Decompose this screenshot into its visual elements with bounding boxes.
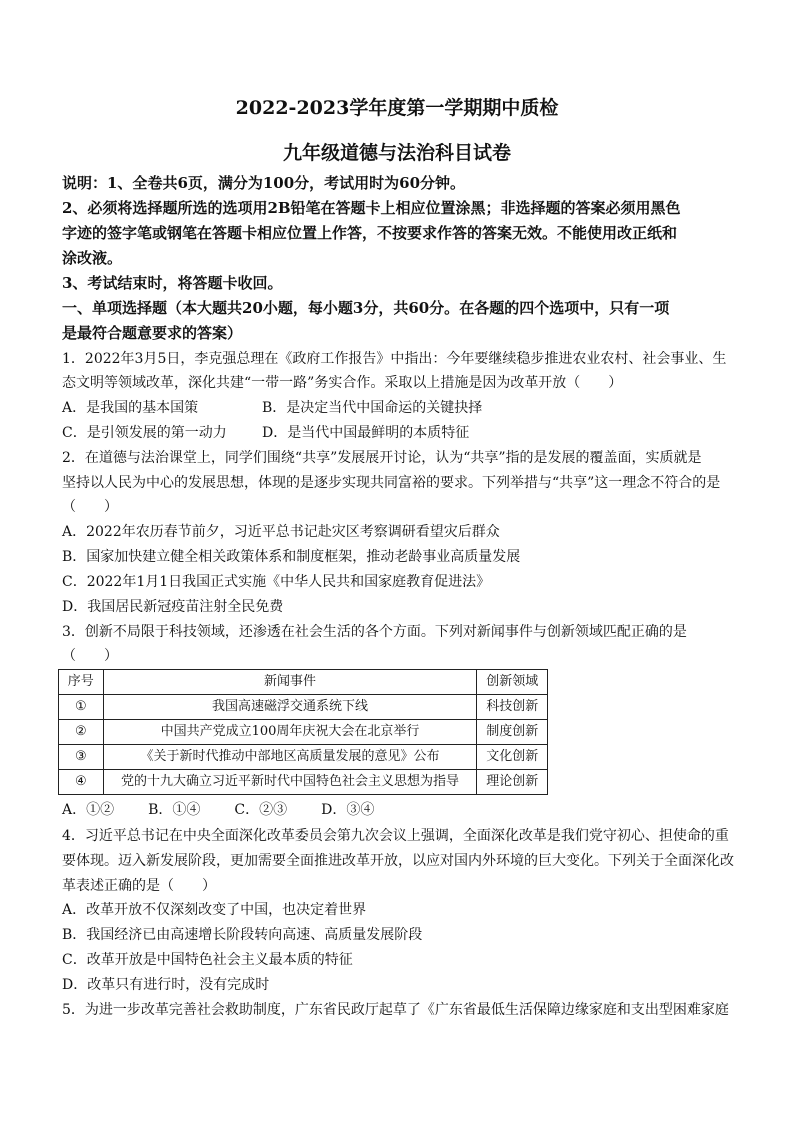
option-b: B．我国经济已由高速增长阶段转向高速、高质量发展阶段 [62,927,423,943]
table-header-row [59,670,548,695]
option-a: A．改革开放不仅深刻改变了中国，也决定着世界 [62,902,367,918]
instruction-line: 字迹的签字笔或钢笔在答题卡相应位置上作答，不按要求作答的答案无效。不能使用改正纸和 [62,224,678,242]
question-1-stem: 态文明等领域改革，深化共建“一带一路”务实合作。采取以上措施是因为改革开放（ ） [62,375,623,391]
question-1-stem: 1．2022年3月5日，李克强总理在《政府工作报告》中指出：今年要继续稳步推进农业农村、社会事业、生 [62,351,727,367]
option-c: C．2022年1月1日我国正式实施《中华人民共和国家庭教育促进法》 [62,574,491,590]
table-cell: 文化创新 [477,745,548,770]
option-d: D．改革只有进行时，没有完成时 [62,977,270,993]
question-3-stem: 3．创新不局限于科技领域，还渗透在社会生活的各个方面。下列对新闻事件与创新领域匹配正确的是 [62,624,687,640]
table-cell: 制度创新 [477,720,548,745]
option-c: C．是引领发展的第一动力 [62,425,227,441]
table-cell: ② [59,720,104,745]
section-heading: 是最符合题意要求的答案） [62,324,243,342]
table-cell: 《关于新时代推动中部地区高质量发展的意见》公布 [103,745,477,770]
instruction-line: 说明：1、全卷共6页，满分为100分，考试用时为60分钟。 [62,174,466,192]
option-d: D．是当代中国最鲜明的本质特征 [262,425,470,441]
exam-subtitle: 九年级道德与法治科目试卷 [282,142,511,164]
question-3-stem: （ ） [62,648,118,664]
question-3-options-row [62,800,742,820]
option-a: A．是我国的基本国策 [62,400,199,416]
option-d: D．③④ [321,802,375,818]
question-1-options-row [62,398,742,418]
question-4-stem: 要体现。迈入新发展阶段，更加需要全面推进改革开放，以应对国内外环境的巨大变化。下列关于全面深化改 [62,853,734,869]
option-a: A．2022年农历春节前夕，习近平总书记赴灾区考察调研看望灾后群众 [62,524,500,540]
table-row [59,720,548,745]
table-header-cell: 序号 [59,670,104,695]
option-a: A．①② [62,802,115,818]
news-events-table [58,669,548,795]
exam-title: 2022-2023学年度第一学期期中质检 [235,97,559,119]
option-b: B．国家加快建立健全相关政策体系和制度框架，推动老龄事业高质量发展 [62,549,521,565]
option-c: C．改革开放是中国特色社会主义最本质的特征 [62,952,353,968]
section-heading: 一、单项选择题（本大题共20小题，每小题3分，共60分。在各题的四个选项中，只有一项 [62,299,670,317]
option-b: B．①④ [148,802,201,818]
table-header-cell: 新闻事件 [103,670,477,695]
option-d: D．我国居民新冠疫苗注射全民免费 [62,599,284,615]
table-row [59,770,548,795]
option-c: C．②③ [234,802,288,818]
question-4-stem: 革表述正确的是（ ） [62,878,216,894]
question-2-stem: 坚持以人民为中心的发展思想，体现的是逐步实现共同富裕的要求。下列举措与“共享”这一理念不符合的是 [62,475,721,491]
question-1-options-row [62,423,742,443]
table-cell: 科技创新 [477,695,548,720]
instruction-line: 3、考试结束时，将答题卡收回。 [62,274,283,292]
table-cell: 我国高速磁浮交通系统下线 [103,695,477,720]
table-cell: 党的十九大确立习近平新时代中国特色社会主义思想为指导 [103,770,477,795]
option-b: B．是决定当代中国命运的关键抉择 [262,400,483,416]
table-cell: 理论创新 [477,770,548,795]
table-cell: ③ [59,745,104,770]
table-cell: ① [59,695,104,720]
question-2-stem: （ ） [62,499,118,515]
table-header-cell: 创新领域 [477,670,548,695]
table-cell: ④ [59,770,104,795]
instruction-line: 2、必须将选择题所选的选项用2B铅笔在答题卡上相应位置涂黑；非选择题的答案必须用黑色 [62,199,681,217]
table-row [59,695,548,720]
question-5-stem: 5．为进一步改革完善社会救助制度，广东省民政厅起草了《广东省最低生活保障边缘家庭和支出型困难家庭 [62,1002,729,1018]
instruction-line: 涂改液。 [62,249,123,267]
table-row [59,745,548,770]
table-cell: 中国共产党成立100周年庆祝大会在北京举行 [103,720,477,745]
question-2-stem: 2．在道德与法治课堂上，同学们围绕“共享”发展展开讨论，认为“共享”指的是发展的覆盖面，实质就是 [62,450,702,466]
question-4-stem: 4．习近平总书记在中央全面深化改革委员会第九次会议上强调，全面深化改革是我们党守初心、担使命的重 [62,828,729,844]
